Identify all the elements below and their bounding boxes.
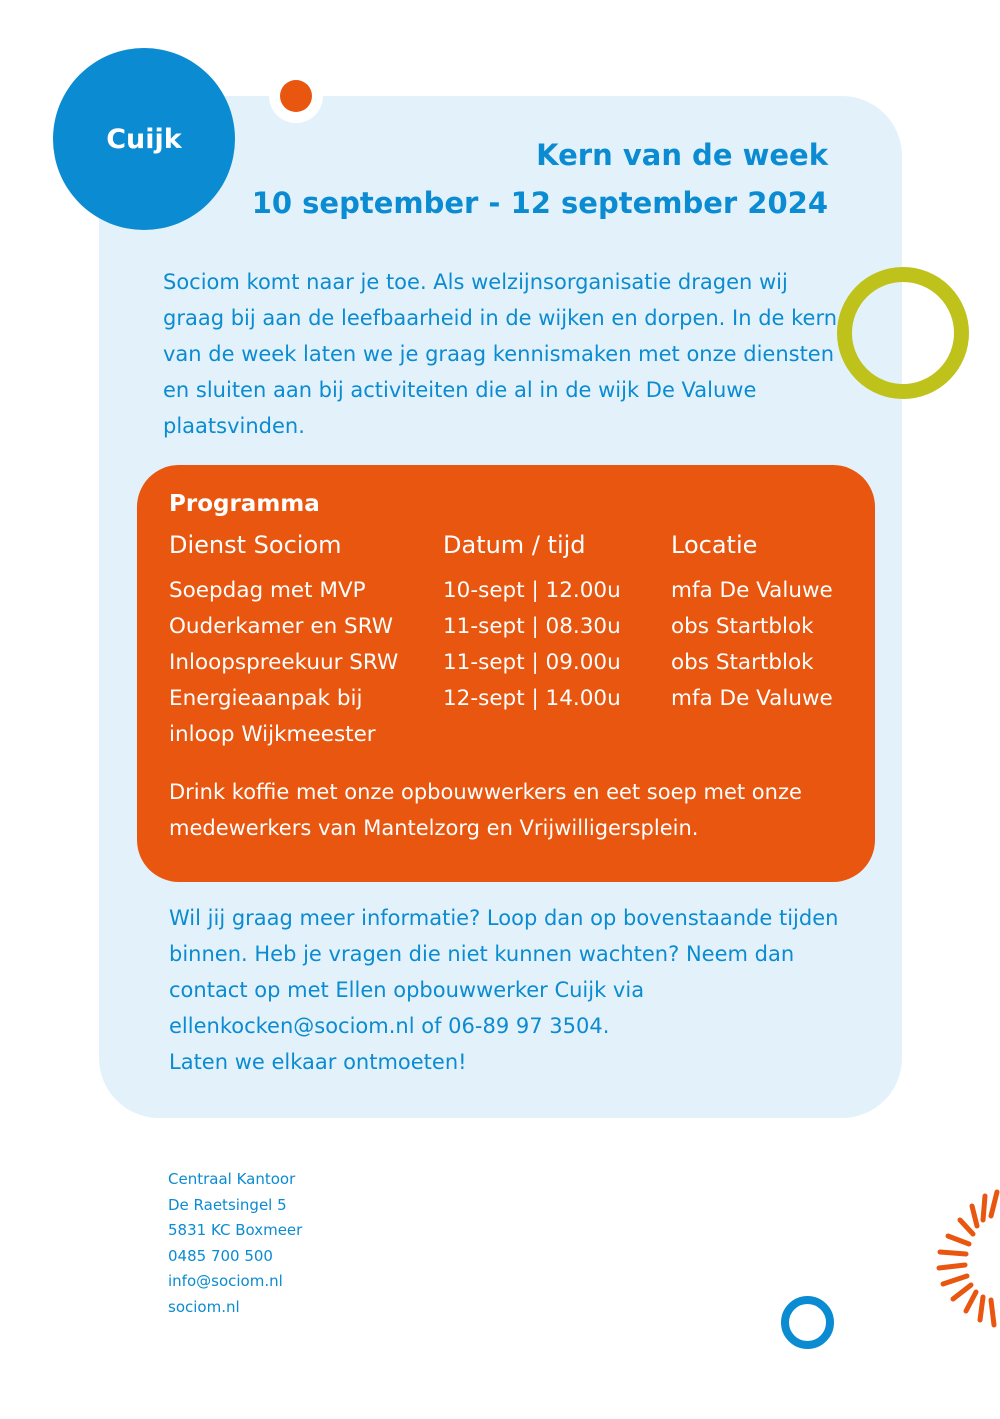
column-header-service: Dienst Sociom xyxy=(169,531,342,559)
orange-dot xyxy=(280,80,312,112)
row-service: Inloopspreekuur SRW xyxy=(169,650,399,675)
program-box xyxy=(137,465,875,882)
orange-dot-decoration xyxy=(269,69,323,123)
program-row xyxy=(169,609,869,645)
row-datetime: 11-sept | 09.00u xyxy=(443,650,621,675)
row-location: obs Startblok xyxy=(671,614,814,639)
program-title: Programma xyxy=(169,491,320,517)
contact-section xyxy=(169,900,849,1080)
column-header-location: Locatie xyxy=(671,531,758,559)
date-range: 10 september - 12 september 2024 xyxy=(251,186,828,220)
row-service: Energieaanpak bij inloop Wijkmeester xyxy=(169,686,376,747)
program-rows xyxy=(169,573,869,753)
row-datetime: 12-sept | 14.00u xyxy=(443,686,621,711)
program-note: Drink koffie met onze opbouwwerkers en eet soep met onze medewerkers van Mantelzorg en Vrijwilligersplein. xyxy=(169,780,802,840)
row-service: Soepdag met MVP xyxy=(169,578,366,603)
row-location: mfa De Valuwe xyxy=(671,578,833,603)
row-location: obs Startblok xyxy=(671,650,814,675)
row-service: Ouderkamer en SRW xyxy=(169,614,394,639)
row-location: mfa De Valuwe xyxy=(671,686,833,711)
contact-closing: Laten we elkaar ontmoeten! xyxy=(169,1050,467,1074)
city-badge xyxy=(53,48,235,230)
page-header xyxy=(252,134,828,230)
footer-phone: 0485 700 500 xyxy=(168,1246,273,1265)
program-row xyxy=(169,645,869,681)
footer-address xyxy=(168,1167,302,1320)
footer-street: De Raetsingel 5 xyxy=(168,1195,287,1214)
footer-website: sociom.nl xyxy=(168,1297,240,1316)
row-datetime: 11-sept | 08.30u xyxy=(443,614,621,639)
row-datetime: 10-sept | 12.00u xyxy=(443,578,621,603)
contact-text: Wil jij graag meer informatie? Loop dan op bovenstaande tijden binnen. Heb je vragen die niet kunnen wachten? Neem dan contact op met Ellen opbouwwerker Cuijk via ellenkocken@sociom.nl of 06-89 97 3504. xyxy=(169,906,839,1038)
footer-office: Centraal Kantoor xyxy=(168,1170,296,1188)
blue-ring-decoration xyxy=(781,1296,834,1349)
city-name: Cuijk xyxy=(106,123,182,155)
column-header-datetime: Datum / tijd xyxy=(443,531,586,559)
intro-text: Sociom komt naar je toe. Als welzijnsorganisatie dragen wij graag bij aan de leefbaarheid in de wijken en dorpen. In de kern van de week laten we je graag kennismaken met onze diensten en sluiten aan bij activiteiten die al in de wijk De Valuwe plaatsvinden. xyxy=(163,270,838,438)
footer-email: info@sociom.nl xyxy=(168,1272,283,1290)
program-row xyxy=(169,681,869,753)
sun-rays-icon xyxy=(925,1180,1000,1340)
green-ring-decoration xyxy=(837,267,969,399)
page-title: Kern van de week xyxy=(536,138,828,172)
footer-postal-city: 5831 KC Boxmeer xyxy=(168,1221,303,1239)
program-row xyxy=(169,573,869,609)
